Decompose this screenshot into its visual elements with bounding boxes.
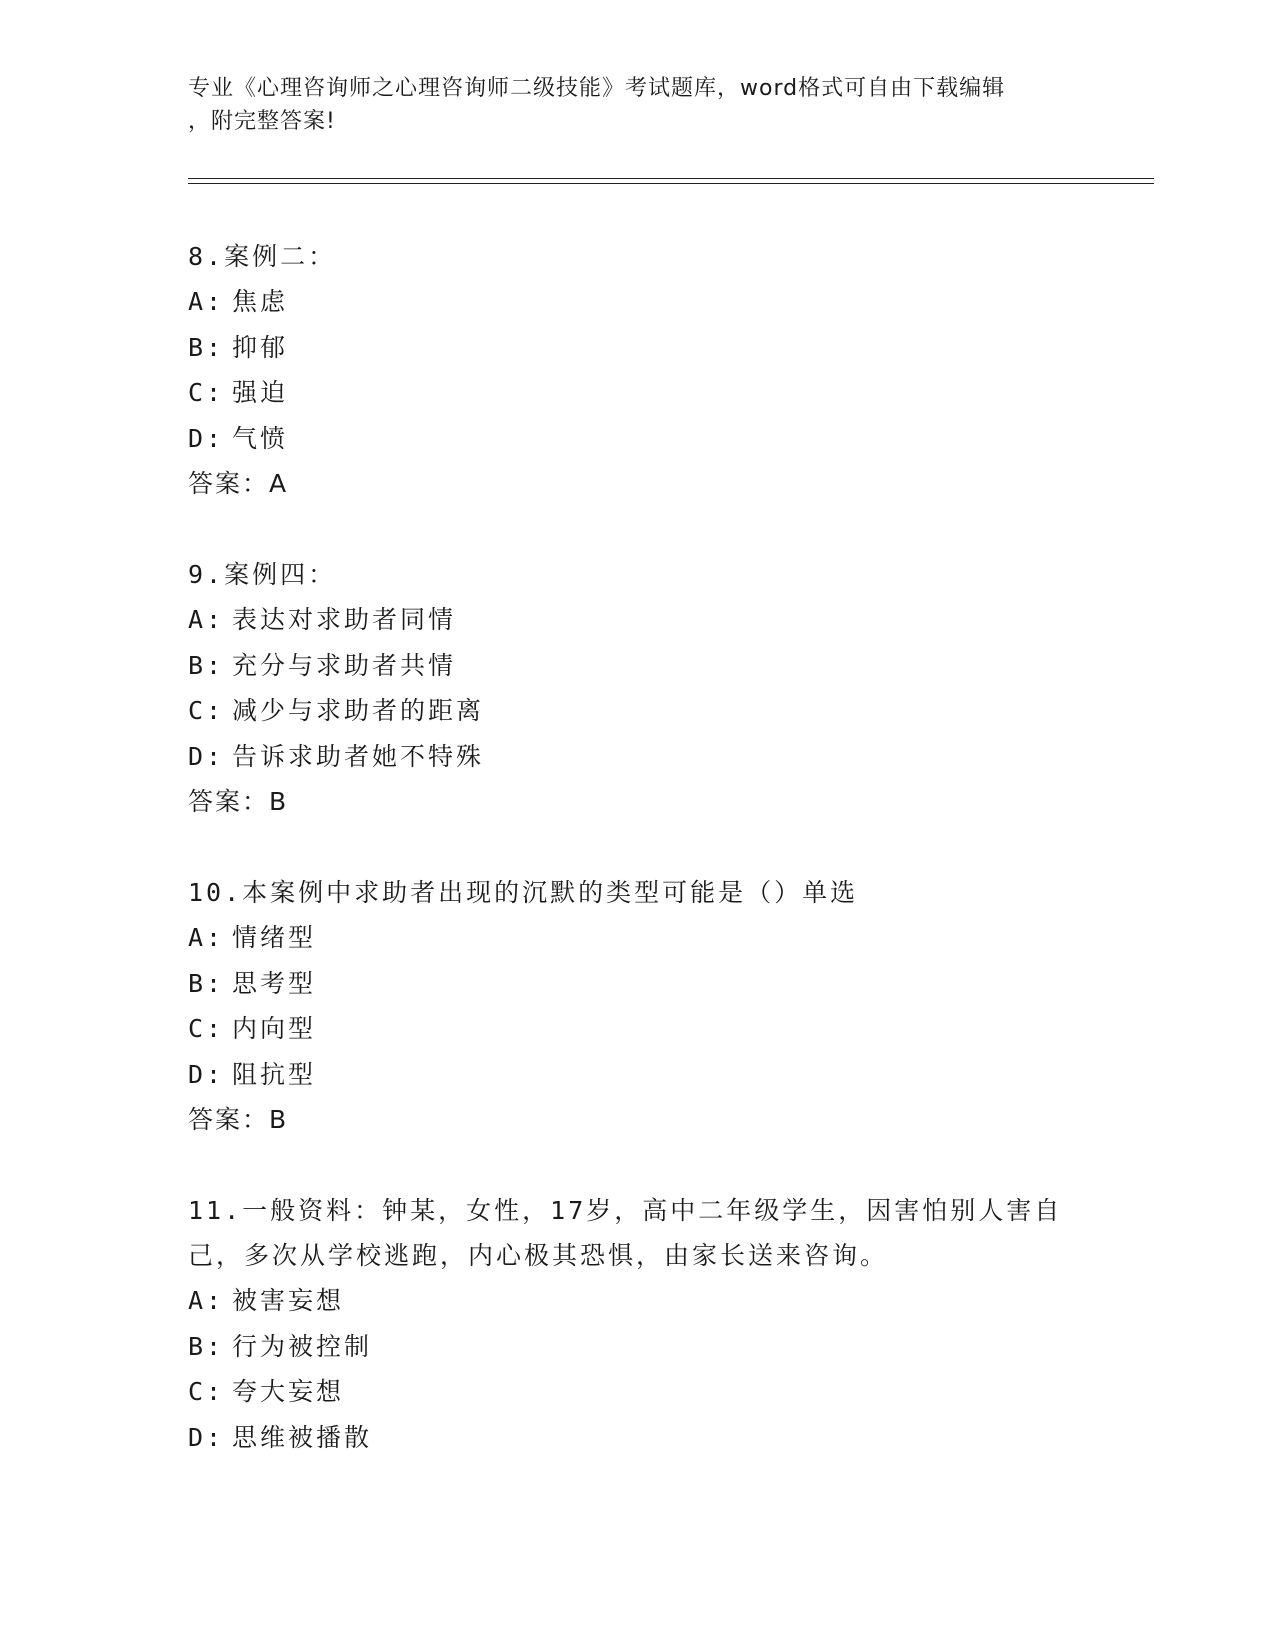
header-line-1: 专业《心理咨询师之心理咨询师二级技能》考试题库，word格式可自由下载编辑 [188, 76, 1006, 101]
question-stem: 9.案例四： [188, 560, 337, 589]
question-stem: 10.本案例中求助者出现的沉默的类型可能是（）单选 [188, 878, 859, 907]
option-letter: D: [188, 1422, 225, 1452]
option-text: 抑郁 [232, 332, 289, 362]
option-b [188, 643, 1148, 689]
answer-line: 答案：A [188, 469, 289, 498]
option-c [188, 1369, 1148, 1415]
option-letter: A: [188, 605, 225, 634]
question-stem-line-1: 11.一般资料：钟某，女性，17岁，高中二年级学生，因害怕别人害自 [188, 1196, 1063, 1225]
option-letter: A: [188, 1286, 225, 1315]
question-11 [188, 1188, 1148, 1460]
option-a [188, 915, 1148, 961]
option-a [188, 1278, 1148, 1324]
option-letter: D: [188, 1059, 225, 1089]
option-text: 焦虑 [232, 287, 289, 316]
question-10 [188, 870, 1148, 1143]
option-letter: A: [188, 923, 225, 952]
option-text: 行为被控制 [232, 1331, 373, 1361]
question-8 [188, 234, 1148, 507]
option-text: 减少与求助者的距离 [232, 696, 485, 725]
option-text: 内向型 [232, 1014, 317, 1043]
answer-line: 答案：B [188, 787, 289, 816]
option-text: 气愤 [232, 423, 289, 453]
option-text: 充分与求助者共情 [232, 650, 457, 680]
option-letter: C: [188, 1014, 225, 1043]
option-letter: C: [188, 696, 225, 725]
option-letter: C: [188, 378, 225, 407]
option-letter: B: [188, 1331, 225, 1361]
question-9 [188, 552, 1148, 825]
option-c [188, 1006, 1148, 1052]
option-d [188, 734, 1148, 780]
option-letter: D: [188, 423, 225, 453]
document-header [188, 72, 1088, 138]
option-text: 被害妄想 [232, 1286, 345, 1315]
option-letter: B: [188, 968, 225, 998]
question-stem: 8.案例二： [188, 242, 337, 271]
option-b [188, 961, 1148, 1007]
option-letter: A: [188, 287, 225, 316]
option-text: 夸大妄想 [232, 1377, 345, 1406]
option-c [188, 370, 1148, 416]
option-letter: C: [188, 1377, 225, 1406]
option-a [188, 279, 1148, 325]
answer-line: 答案：B [188, 1105, 289, 1134]
option-text: 强迫 [232, 378, 289, 407]
option-d [188, 1052, 1148, 1098]
option-b [188, 1324, 1148, 1370]
option-letter: B: [188, 332, 225, 362]
option-b [188, 325, 1148, 371]
header-divider-top [188, 178, 1154, 179]
option-d [188, 1415, 1148, 1461]
option-d [188, 416, 1148, 462]
option-letter: B: [188, 650, 225, 680]
question-stem-line-2: 己，多次从学校逃跑，内心极其恐惧，由家长送来咨询。 [188, 1241, 889, 1270]
option-text: 思维被播散 [232, 1422, 373, 1452]
header-line-2: ，附完整答案! [188, 109, 336, 134]
option-c [188, 688, 1148, 734]
option-text: 思考型 [232, 968, 317, 998]
option-a [188, 597, 1148, 643]
option-text: 告诉求助者她不特殊 [232, 741, 485, 771]
option-text: 情绪型 [232, 923, 317, 952]
option-text: 表达对求助者同情 [232, 605, 457, 634]
header-divider-bottom [188, 183, 1154, 184]
option-letter: D: [188, 741, 225, 771]
option-text: 阻抗型 [232, 1059, 317, 1089]
